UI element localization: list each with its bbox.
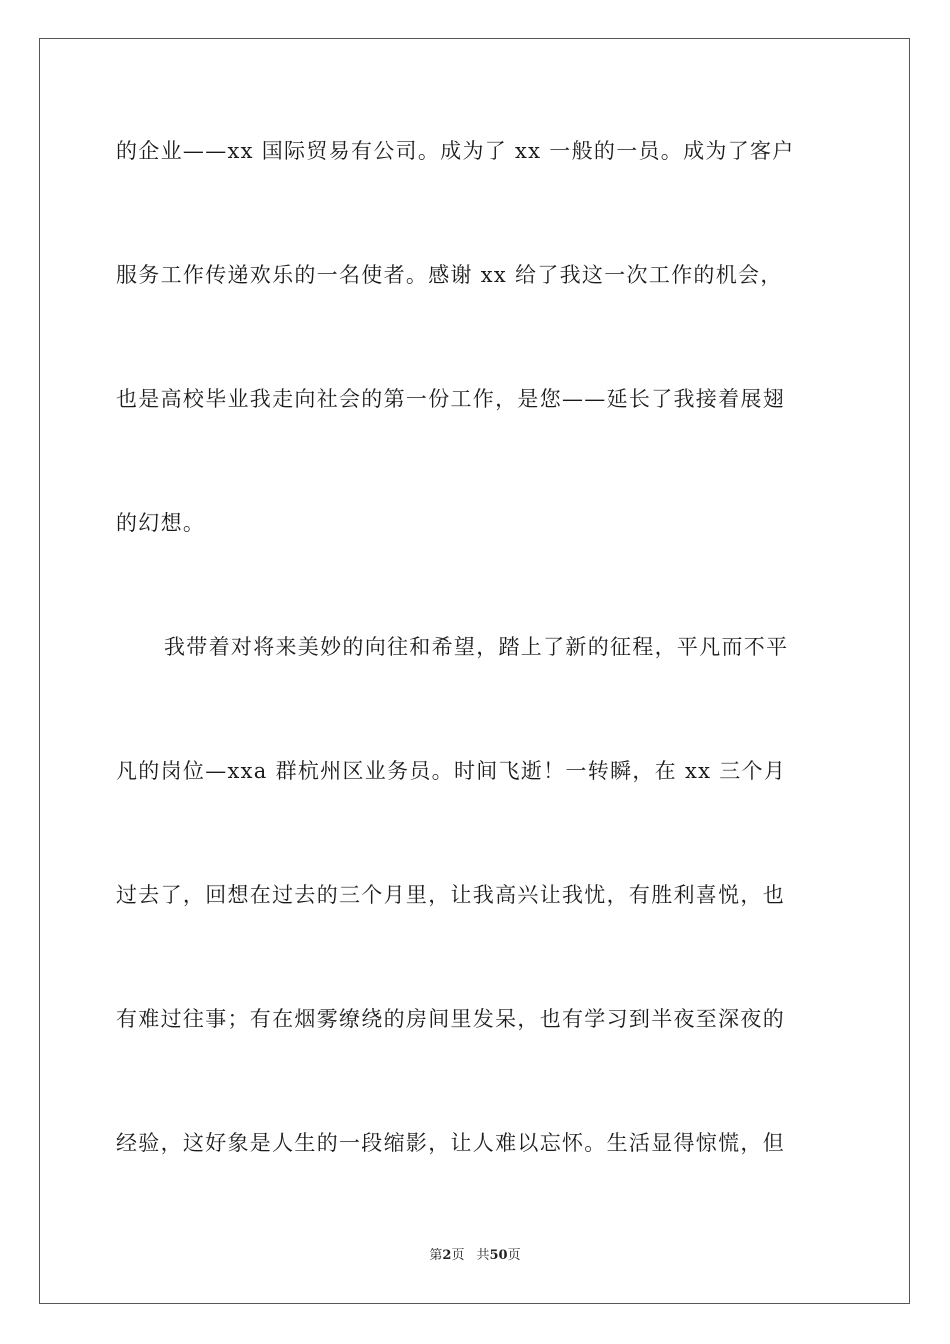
total-suffix: 页 xyxy=(507,1248,521,1263)
text-line: 有难过往事；有在烟雾缭绕的房间里发呆，也有学习到半夜至深夜的 xyxy=(116,1007,785,1031)
page-number: 2 xyxy=(442,1248,452,1263)
text-line: 的幻想。 xyxy=(116,511,206,535)
page-suffix: 页 xyxy=(451,1248,465,1263)
page-prefix: 第 xyxy=(429,1248,443,1263)
text-line: 经验，这好象是人生的一段缩影，让人难以忘怀。生活显得惊慌，但 xyxy=(116,1131,785,1155)
text-line: 服务工作传递欢乐的一名使者。感谢 xx 给了我这一次工作的机会， xyxy=(116,263,783,287)
text-line: 过去了，回想在过去的三个月里，让我高兴让我忧，有胜利喜悦，也 xyxy=(116,883,785,907)
text-line: 的企业——xx 国际贸易有公司。成为了 xx 一般的一员。成为了客户 xyxy=(116,139,795,163)
total-prefix: 共 xyxy=(476,1248,490,1263)
page-border xyxy=(39,38,910,1304)
page-footer xyxy=(0,1247,950,1265)
total-pages: 50 xyxy=(489,1248,508,1263)
paragraph-first-line: 我带着对将来美妙的向往和希望，踏上了新的征程，平凡而不平 xyxy=(164,635,789,659)
text-line: 凡的岗位—xxa 群杭州区业务员。时间飞逝！一转瞬，在 xx 三个月 xyxy=(116,759,787,783)
text-line: 也是高校毕业我走向社会的第一份工作，是您——延长了我接着展翅 xyxy=(116,387,785,411)
